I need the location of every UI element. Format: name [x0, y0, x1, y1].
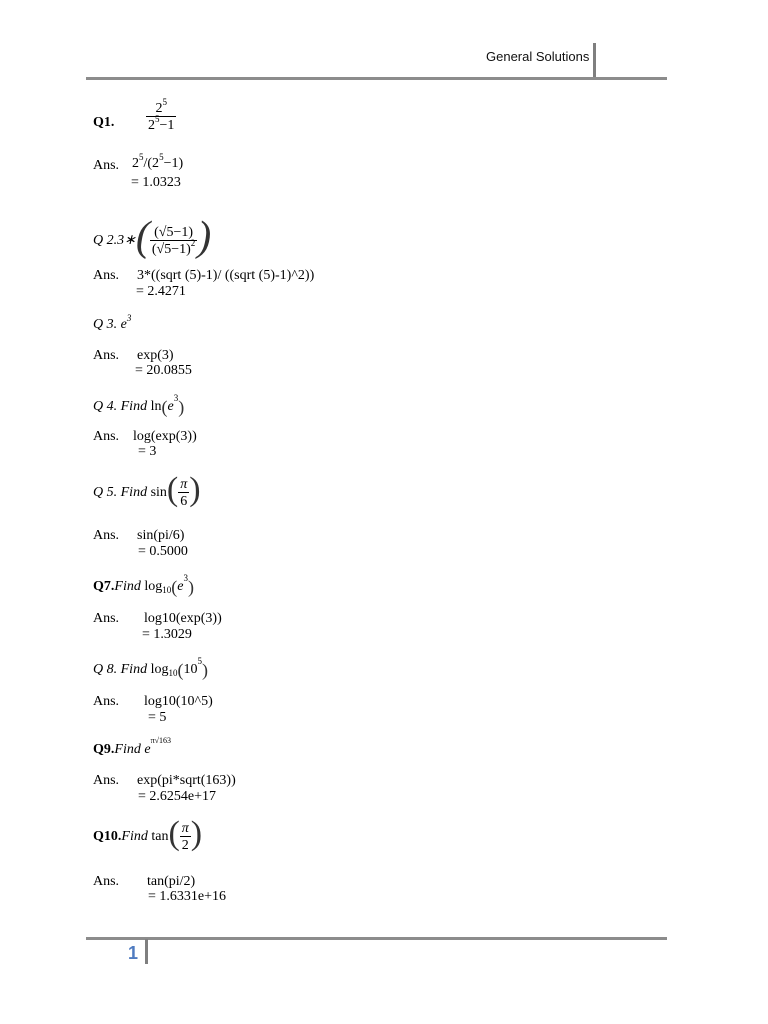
q10-expression: Q10.Find tan( $\frac{\pi}{2}$ ): [93, 815, 203, 853]
page-number: 1: [128, 943, 139, 963]
q9-result: = 2.6254e+17: [138, 789, 217, 804]
q3-result: = 20.0855: [135, 363, 192, 378]
q10-result: = 1.6331e+16: [148, 889, 227, 904]
footer-divider: [145, 939, 148, 964]
q2-ans-label: Ans.: [93, 268, 120, 283]
q7-result: = 1.3029: [142, 627, 192, 642]
q9-expression: Q9.Find $e^{\pi√163}$: [93, 736, 171, 757]
q1-result: = 1.0323: [131, 175, 181, 190]
q1-expression: $\frac{2^5}{2^5-1}$: [148, 97, 175, 133]
q9-answer: exp(pi*sqrt(163)): [137, 773, 236, 788]
header-title: General Solutions: [486, 49, 590, 64]
q10-ans-label: Ans.: [93, 874, 120, 889]
q1-answer: $2^5/(2^5-1)$: [132, 152, 184, 171]
q8-expression: Q 8. Find $\log_{10}(10^5)$: [93, 656, 208, 680]
q1-label: Q1.: [93, 115, 115, 130]
q4-expression: Q 4. Find $\ln(e^3)$: [93, 393, 185, 417]
q2-result: = 2.4271: [136, 284, 186, 299]
q4-ans-label: Ans.: [93, 429, 120, 444]
q4-result: = 3: [138, 444, 157, 459]
q3-ans-label: Ans.: [93, 348, 120, 363]
q8-result: = 5: [148, 710, 167, 725]
q5-expression: Q 5. Find sin( $\frac{\pi}{6}$ ): [93, 471, 201, 509]
q8-ans-label: Ans.: [93, 694, 120, 709]
q5-answer: sin(pi/6): [137, 528, 185, 543]
q2-answer: 3*((sqrt (5)-1)/ ((sqrt (5)-1)^2)): [137, 268, 315, 283]
q3-answer: exp(3): [137, 348, 174, 363]
footer-rule: [86, 937, 667, 940]
q7-expression: Q7.Find $\log_{10}(e^3)$: [93, 573, 194, 597]
q4-answer: log(exp(3)): [133, 429, 197, 444]
q7-ans-label: Ans.: [93, 611, 120, 626]
q5-ans-label: Ans.: [93, 528, 120, 543]
q9-ans-label: Ans.: [93, 773, 120, 788]
q10-answer: tan(pi/2): [147, 874, 196, 889]
header-rule: [86, 77, 667, 80]
q5-result: = 0.5000: [138, 544, 188, 559]
header-divider: [593, 43, 596, 78]
q3-expression: Q 3. $e^3$: [93, 313, 132, 332]
q2-expression: Q 2.3∗( $\frac{(√5-1)}{(√5-1)^2}$ ): [93, 214, 212, 260]
q7-answer: log10(exp(3)): [144, 611, 222, 626]
q8-answer: log10(10^5): [144, 694, 213, 709]
q1-ans-label: Ans.: [93, 158, 120, 173]
